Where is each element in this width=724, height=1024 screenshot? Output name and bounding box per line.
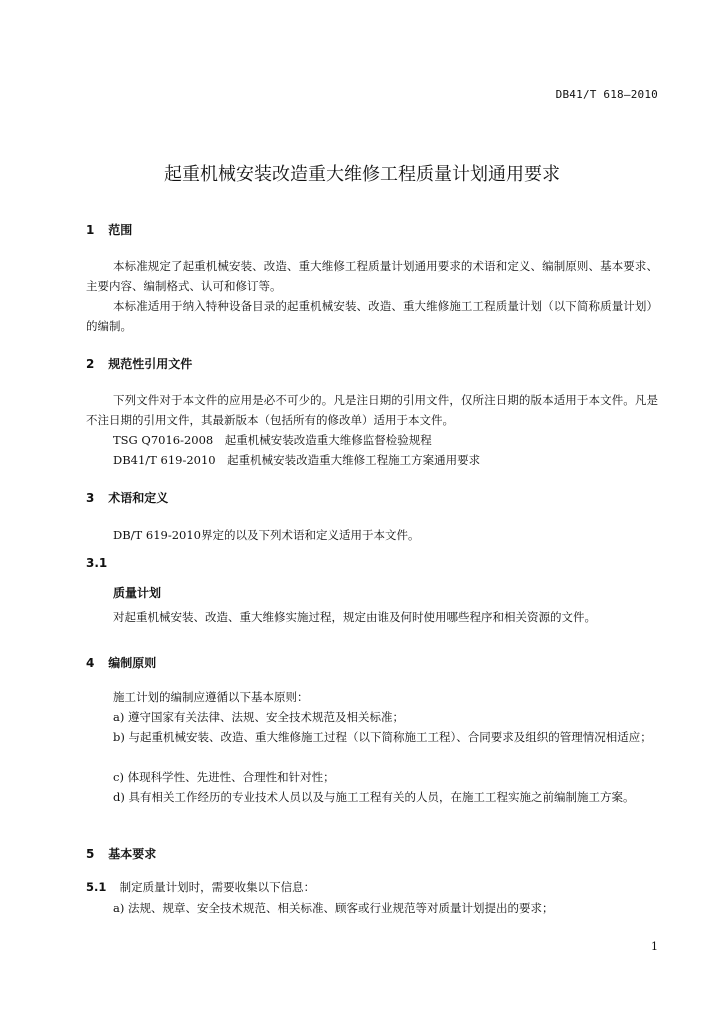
principle-item-c: c) 体现科学性、先进性、合理性和针对性； (113, 770, 335, 784)
section-2-paragraph-1: 下列文件对于本文件的应用是必不可少的。凡是注日期的引用文件，仅所注日期的版本适用于本文件。凡是不注日期的引用文件，其最新版本（包括所有的修改单）适用于本文件。 (86, 393, 658, 427)
section-number: 5 (86, 847, 95, 861)
page-number: 1 (651, 940, 658, 953)
section-number: 3 (86, 491, 95, 505)
section-1-heading (86, 221, 132, 238)
principle-item-a: a) 遵守国家有关法律、法规、安全技术规范及相关标准； (113, 710, 404, 724)
document-title: 起重机械安装改造重大维修工程质量计划通用要求 (164, 164, 560, 185)
normative-reference-1: TSG Q7016-2008 起重机械安装改造重大维修监督检验规程 (113, 433, 432, 447)
section-number: 4 (86, 656, 95, 670)
clause-5-1-item-a: a) 法规、规章、安全技术规范、相关标准、顾客或行业规范等对质量计划提出的要求； (113, 901, 554, 915)
section-title: 范围 (108, 223, 133, 237)
principle-item-b: b) 与起重机械安装、改造、重大维修施工过程（以下简称施工工程）、合同要求及组织的管理情况相适应； (113, 730, 652, 744)
section-3-heading (86, 489, 168, 506)
section-title: 规范性引用文件 (108, 357, 193, 371)
section-5-heading (86, 845, 156, 862)
section-title: 编制原则 (108, 656, 157, 670)
section-1-paragraph-1: 本标准规定了起重机械安装、改造、重大维修工程质量计划通用要求的术语和定义、编制原则、基本要求、主要内容、编制格式、认可和修订等。 (86, 259, 658, 293)
clause-5-1 (86, 879, 315, 895)
section-number: 1 (86, 223, 95, 237)
subsection-3-1-number: 3.1 (86, 556, 108, 570)
term-definition: 对起重机械安装、改造、重大维修实施过程，规定由谁及何时使用哪些程序和相关资源的文件。 (113, 610, 596, 624)
section-title: 术语和定义 (108, 491, 169, 505)
section-3-paragraph-1: DB/T 619-2010界定的以及下列术语和定义适用于本文件。 (113, 528, 420, 542)
section-4-heading (86, 654, 156, 671)
section-number: 2 (86, 357, 95, 371)
section-2-heading (86, 355, 192, 372)
section-title: 基本要求 (108, 847, 157, 861)
clause-text: 制定质量计划时，需要收集以下信息： (119, 880, 316, 894)
normative-reference-2: DB41/T 619-2010 起重机械安装改造重大维修工程施工方案通用要求 (113, 453, 481, 467)
clause-number: 5.1 (86, 880, 107, 894)
document-code: DB41/T 618—2010 (555, 88, 658, 101)
principle-item-d: d) 具有相关工作经历的专业技术人员以及与施工工程有关的人员，在施工工程实施之前编制施工方案。 (113, 790, 635, 804)
section-4-intro: 施工计划的编制应遵循以下基本原则： (113, 690, 309, 704)
section-1-paragraph-2: 本标准适用于纳入特种设备目录的起重机械安装、改造、重大维修施工工程质量计划（以下简称质量计划）的编制。 (86, 299, 658, 333)
term-quality-plan: 质量计划 (113, 586, 162, 600)
